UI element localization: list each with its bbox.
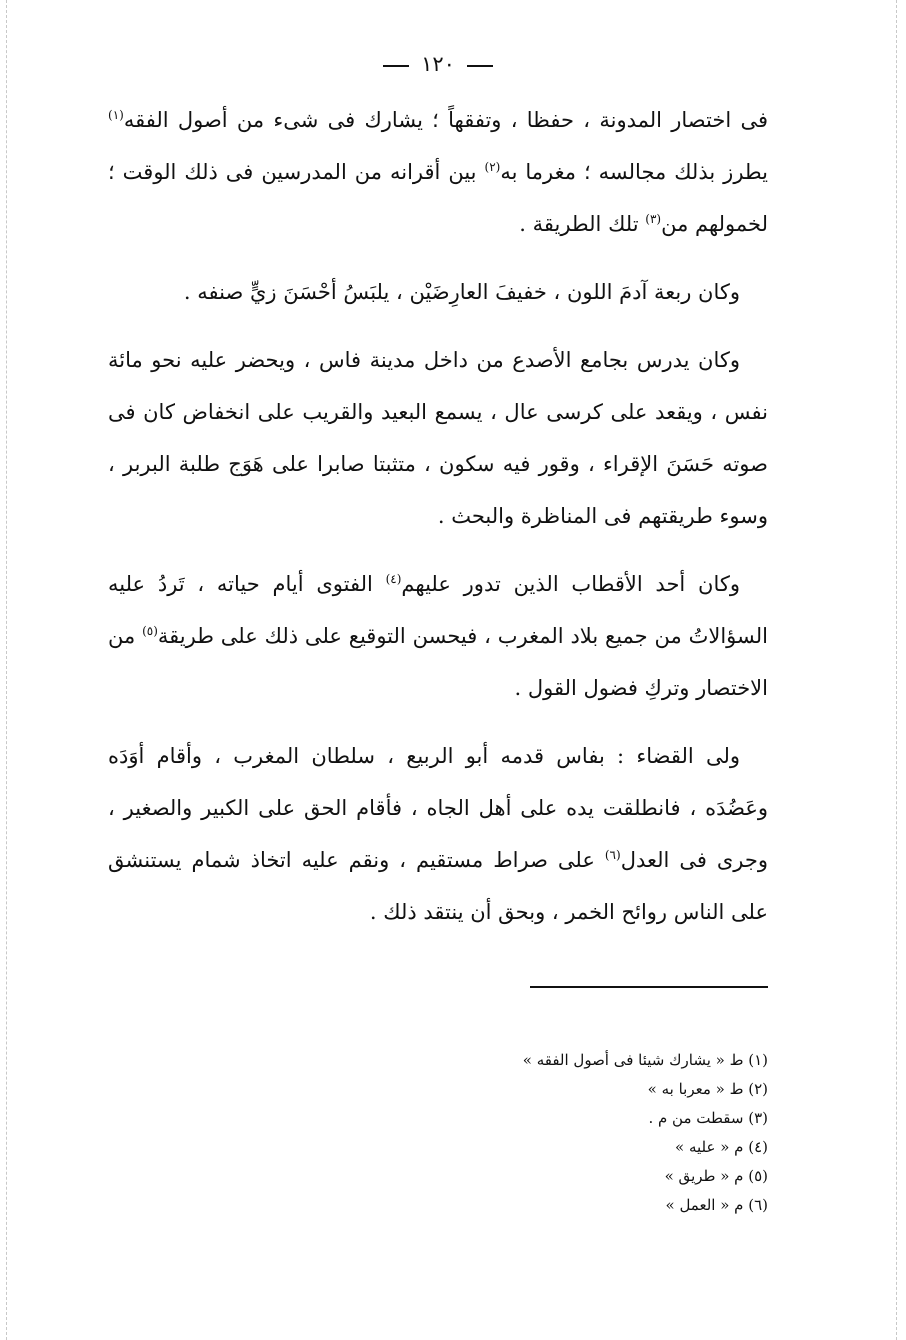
footnote-item: (٤) م « عليه » [675, 1138, 768, 1156]
paragraph [108, 94, 768, 250]
paragraph-text: وكان يدرس بجامع الأصدع من داخل مدينة فاس ، ويحضر عليه نحو مائة نفس ، ويقعد على كرسى عال ، يسمع البعيد والقريب على انخفاض كان فى صوته حَسَنَ الإقراء ، وقور فيه سكون ، متثبتا صابرا على هَوَج طلبة البربر ، وسوء طريقتهم فى المناظرة والبحث . [108, 348, 768, 528]
paragraph-text: وكان أحد الأقطاب الذين تدور عليهم [401, 572, 740, 596]
footnote-reference: (٣) [645, 212, 662, 226]
footnote-reference: (١) [108, 108, 124, 122]
footnote-reference: (٥) [142, 624, 158, 638]
paragraph-text: يطرز بذلك مجالسه ؛ مغرما به [500, 160, 768, 184]
footnote-item: (٥) م « طريق » [664, 1167, 768, 1185]
paragraph-text: ولى القضاء : بفاس قدمه أبو الربيع ، سلطان المغرب ، وأقام أوَدَه وعَضُدَه ، فانطلقت يده على أهل الجاه ، فأقام الحق على الكبير والصغير ، وجرى فى العدل [108, 744, 768, 872]
left-margin-guide [6, 0, 7, 1340]
page-number-dash-right [467, 65, 493, 67]
paragraph-text: فى اختصار المدونة ، حفظا ، وتفقهاً ؛ يشارك فى شىء من أصول الفقه [123, 108, 768, 132]
page-number-header [108, 52, 768, 76]
footnote-separator [530, 986, 768, 988]
paragraph [108, 334, 768, 542]
paragraph-text: تلك الطريقة . [519, 212, 646, 236]
paragraph [108, 266, 768, 318]
paragraph-text: بين أقرانه من المدرسين فى ذلك الوقت ؛ لخمولهم من [108, 160, 768, 236]
footnotes-list [400, 1046, 768, 1220]
paragraph-text: الفتوى أيام حياته ، تَردُ عليه السؤالاتُ من جميع بلاد المغرب ، فيحسن التوقيع على ذلك على طريقة [108, 572, 768, 648]
paragraph-text: على صراط مستقيم ، ونقم عليه اتخاذ شمام يستنشق على الناس روائح الخمر ، وبحق أن ينتقد ذلك . [108, 848, 768, 924]
footnote-item: (٦) م « العمل » [665, 1196, 768, 1214]
body-text [108, 94, 768, 938]
footnote-item: (٣) سقطت من م . [648, 1109, 768, 1127]
right-margin-guide [896, 0, 897, 1340]
paragraph [108, 730, 768, 938]
page-number: ١٢٠ [421, 52, 455, 76]
footnote-item: (١) ط « يشارك شيئا فى أصول الفقه » [522, 1051, 768, 1069]
footnote-reference: (٤) [385, 572, 402, 586]
paragraph-text: من الاختصار وتركِ فضول القول . [108, 624, 768, 700]
paragraph [108, 558, 768, 714]
footnote-reference: (٢) [484, 160, 501, 174]
footnote-item: (٢) ط « معربا به » [647, 1080, 768, 1098]
footnote-reference: (٦) [604, 848, 621, 862]
paragraph-text: وكان ربعة آدمَ اللون ، خفيفَ العارِضَيْن ، يلبَسُ أحْسَنَ زيٍّ صنفه . [183, 280, 740, 304]
document-page [108, 52, 768, 954]
page-number-dash-left [383, 65, 409, 67]
